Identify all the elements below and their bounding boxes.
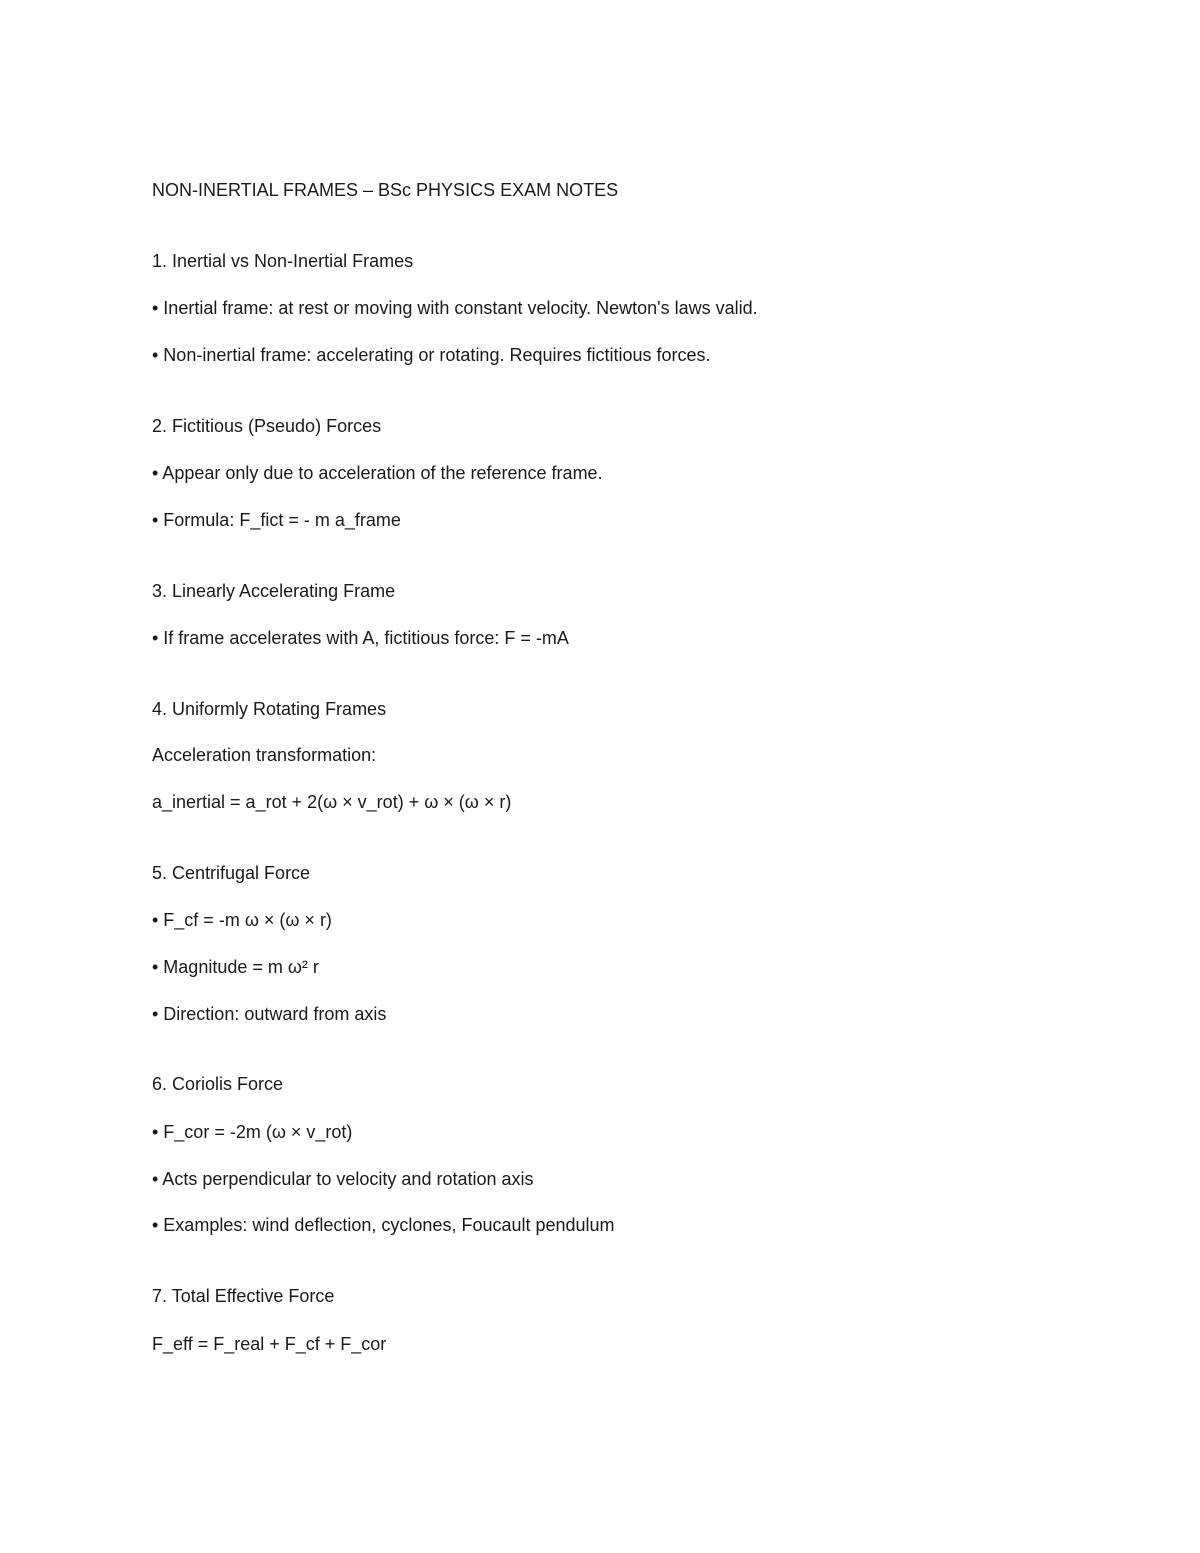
section-4-formula: a_inertial = a_rot + 2(ω × v_rot) + ω × (ω × r)	[152, 792, 512, 812]
section-1-line-1: • Inertial frame: at rest or moving with constant velocity. Newton's laws valid.	[152, 298, 758, 318]
section-3-line-1: • If frame accelerates with A, fictitious force: F = -mA	[152, 628, 569, 648]
section-heading-7: 7. Total Effective Force	[152, 1286, 335, 1306]
section-1-line-2: • Non-inertial frame: accelerating or rotating. Requires fictitious forces.	[152, 345, 711, 365]
section-5-line-1: • F_cf = -m ω × (ω × r)	[152, 910, 332, 930]
section-heading-3: 3. Linearly Accelerating Frame	[152, 581, 396, 601]
section-7-formula: F_eff = F_real + F_cf + F_cor	[152, 1334, 387, 1354]
section-6-line-2: • Acts perpendicular to velocity and rotation axis	[152, 1169, 534, 1189]
section-6-line-3: • Examples: wind deflection, cyclones, Foucault pendulum	[152, 1215, 615, 1235]
section-heading-6: 6. Coriolis Force	[152, 1074, 284, 1094]
section-5-line-3: • Direction: outward from axis	[152, 1004, 387, 1024]
section-heading-5: 5. Centrifugal Force	[152, 863, 311, 883]
section-5-line-2: • Magnitude = m ω² r	[152, 957, 319, 977]
section-heading-2: 2. Fictitious (Pseudo) Forces	[152, 416, 382, 436]
section-2-line-2: • Formula: F_fict = - m a_frame	[152, 510, 401, 530]
section-2-line-1: • Appear only due to acceleration of the reference frame.	[152, 463, 603, 483]
section-heading-1: 1. Inertial vs Non-Inertial Frames	[152, 251, 414, 271]
document-title: NON-INERTIAL FRAMES – BSc PHYSICS EXAM NOTES	[152, 180, 619, 200]
section-6-line-1: • F_cor = -2m (ω × v_rot)	[152, 1122, 353, 1142]
section-4-line-1: Acceleration transformation:	[152, 745, 377, 765]
section-heading-4: 4. Uniformly Rotating Frames	[152, 699, 387, 719]
